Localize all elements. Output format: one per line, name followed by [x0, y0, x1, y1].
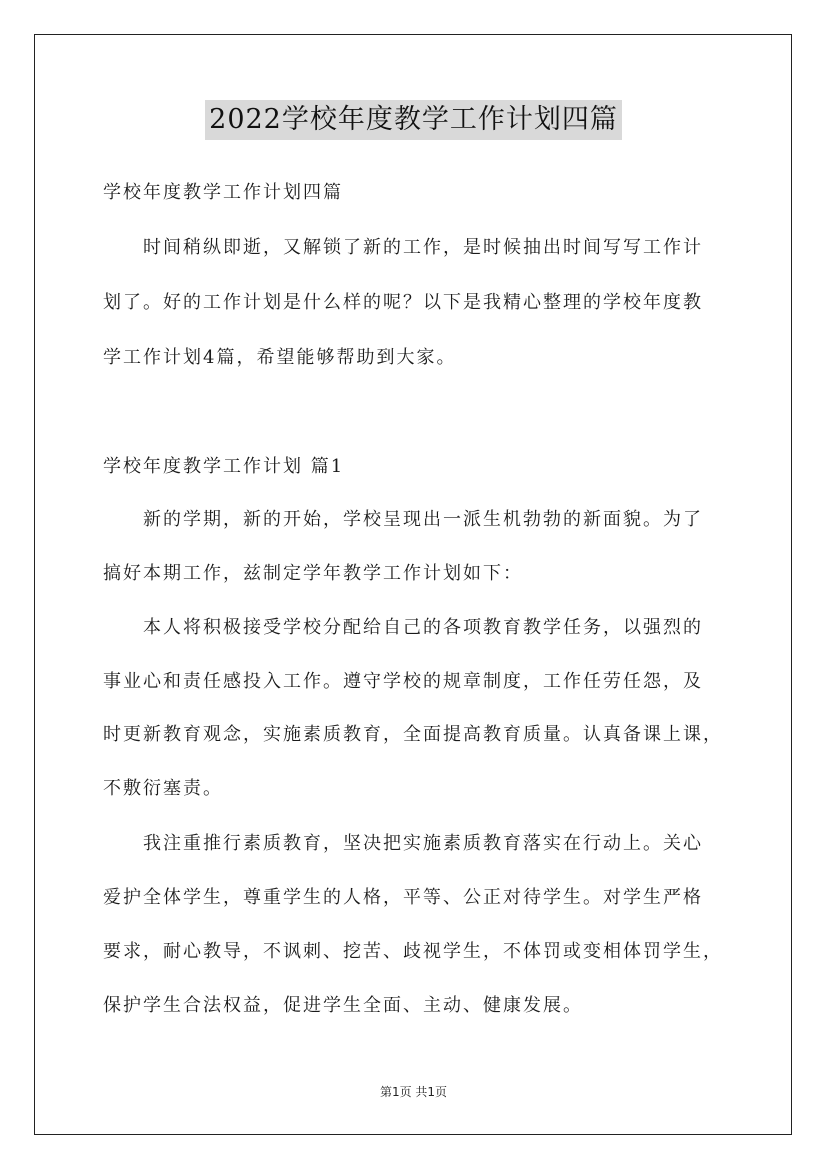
paragraph-line: 事业心和责任感投入工作。遵守学校的规章制度，工作任劳任怨，及: [103, 671, 703, 692]
intro-line: 划了。好的工作计划是什么样的呢？以下是我精心整理的学校年度教: [103, 292, 703, 313]
intro-line: 学工作计划4篇，希望能够帮助到大家。: [103, 347, 457, 368]
paragraph-line: 我注重推行素质教育，坚决把实施素质教育落实在行动上。关心: [143, 833, 703, 854]
title-container: [0, 100, 827, 140]
paragraph-line: 本人将积极接受学校分配给自己的各项教育教学任务，以强烈的: [143, 617, 703, 638]
paragraph-line: 保护学生合法权益，促进学生全面、主动、健康发展。: [103, 995, 583, 1016]
page-title: 2022学校年度教学工作计划四篇: [205, 100, 622, 140]
paragraph-line: 新的学期，新的开始，学校呈现出一派生机勃勃的新面貌。为了: [143, 509, 703, 530]
intro-line: 时间稍纵即逝，又解锁了新的工作，是时候抽出时间写写工作计: [143, 237, 703, 258]
page-footer: 第1页 共1页: [379, 1085, 448, 1099]
paragraph-line: 时更新教育观念，实施素质教育，全面提高教育质量。认真备课上课，: [103, 724, 723, 745]
paragraph-line: 不敷衍塞责。: [103, 778, 223, 799]
subtitle: 学校年度教学工作计划四篇: [103, 182, 343, 203]
section-heading: 学校年度教学工作计划 篇1: [103, 456, 345, 477]
paragraph-line: 要求，耐心教导，不讽刺、挖苦、歧视学生，不体罚或变相体罚学生，: [103, 941, 723, 962]
paragraph-line: 爱护全体学生，尊重学生的人格，平等、公正对待学生。对学生严格: [103, 887, 703, 908]
paragraph-line: 搞好本期工作，兹制定学年教学工作计划如下：: [103, 563, 523, 584]
